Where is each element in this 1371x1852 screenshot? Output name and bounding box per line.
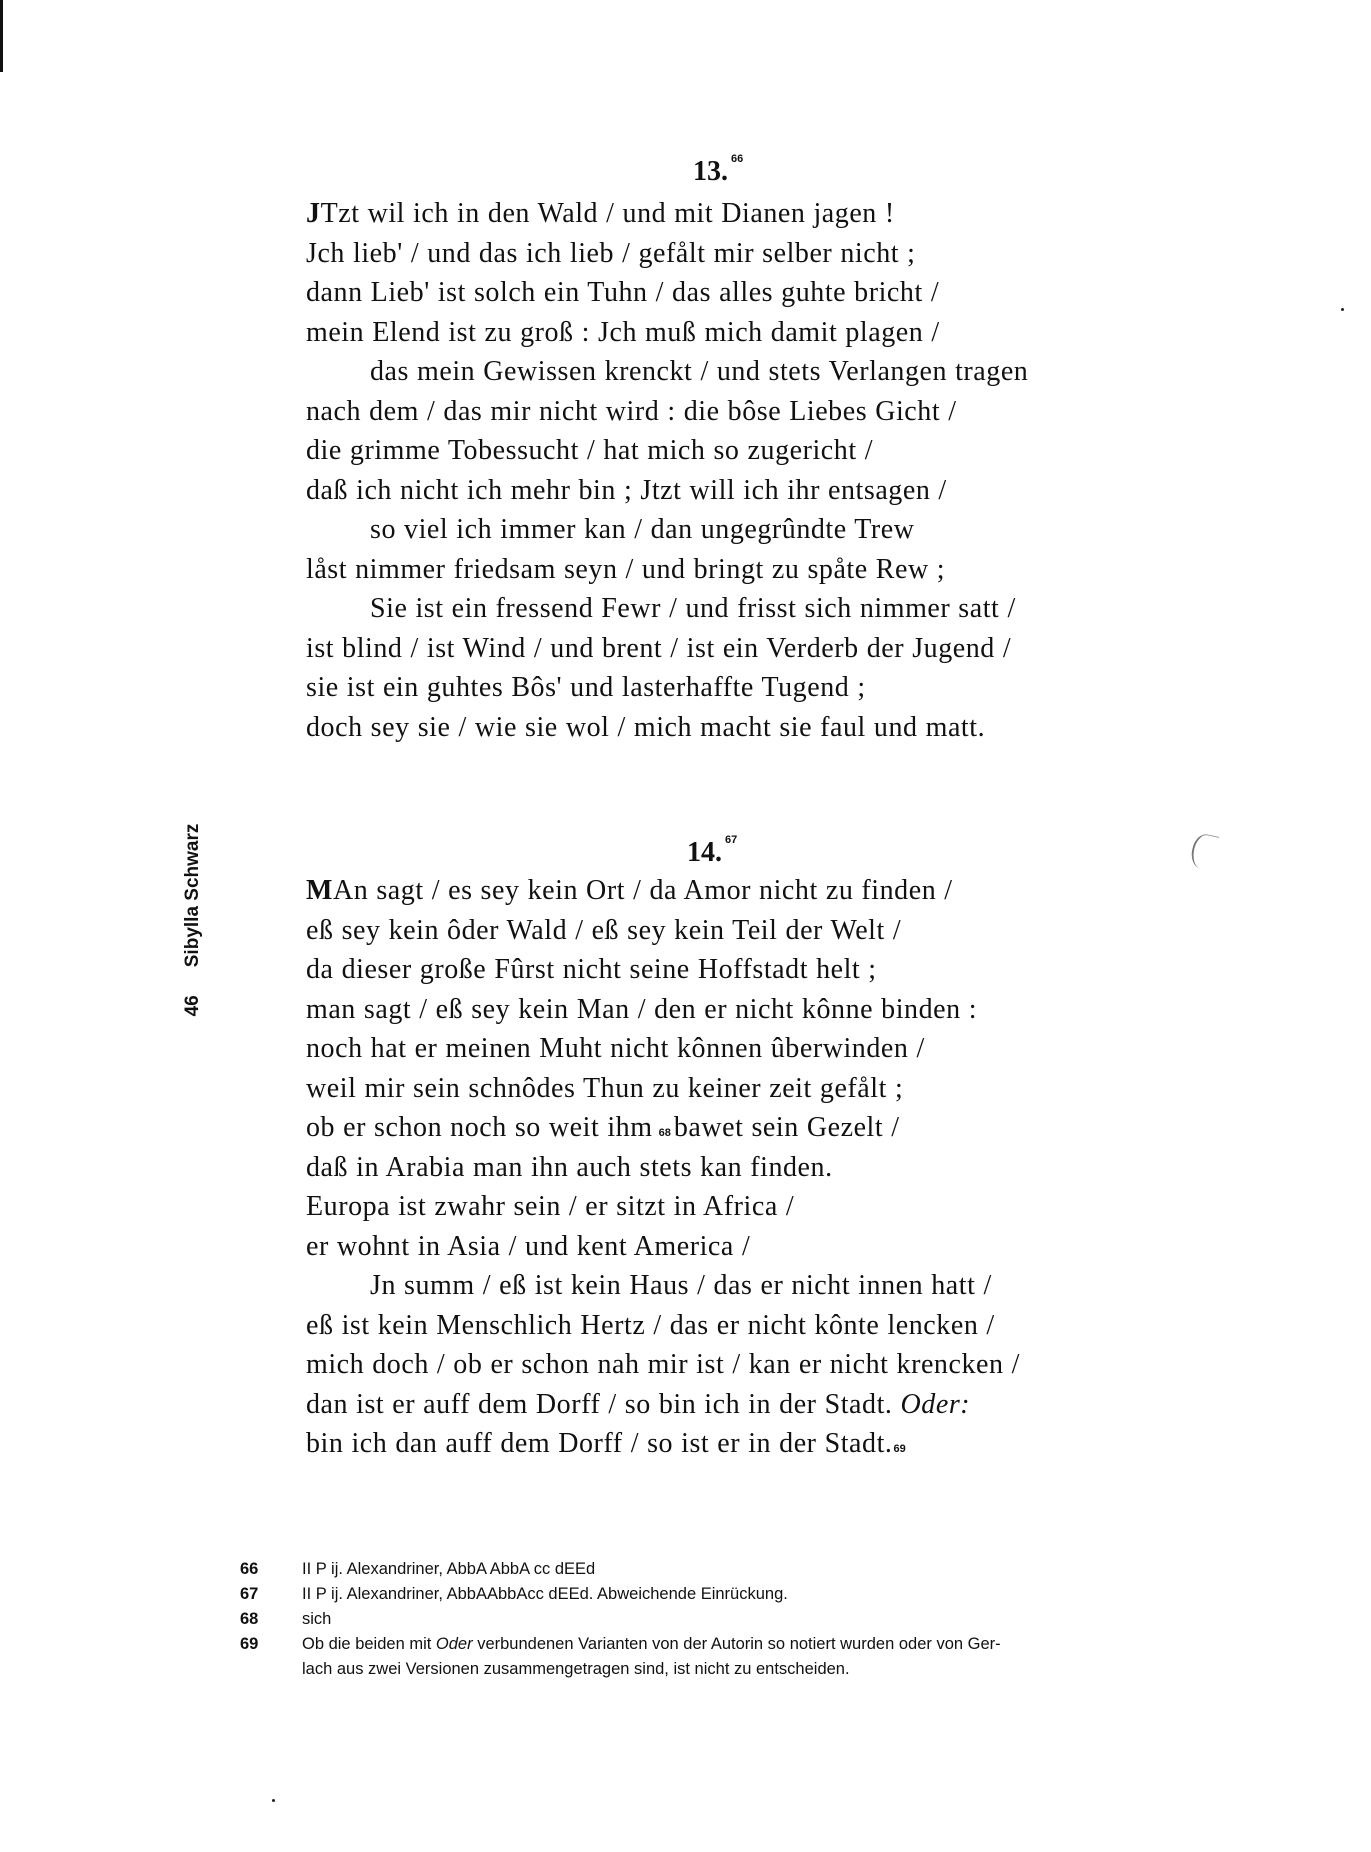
scan-mark xyxy=(1189,832,1220,871)
footnote-number: 69 xyxy=(240,1635,259,1653)
footnote-italic: Oder xyxy=(435,1635,473,1653)
verse-text: Jch lieb' / und das ich lieb / gefålt mir selber nicht ; xyxy=(306,237,916,269)
footnote-text: II P ij. Alexandriner, AbbA AbbA cc dEEd xyxy=(302,1560,596,1578)
footnote-ref: 69 xyxy=(893,1443,906,1455)
verse-text: eß ist kein Menschlich Hertz / das er nicht kônte lencken / xyxy=(306,1309,995,1341)
footnote-ref: 66 xyxy=(731,153,744,165)
verse-line xyxy=(306,1266,1166,1306)
verse-text: so viel ich immer kan / dan ungegrûndte Trew xyxy=(370,514,915,545)
verse-text: weil mir sein schnôdes Thun zu keiner zeit gefålt ; xyxy=(306,1072,904,1104)
footnote-number: 66 xyxy=(240,1560,259,1578)
verse-line xyxy=(306,550,1166,590)
scan-edge-line xyxy=(0,0,3,72)
page-number: 46 xyxy=(182,995,203,1017)
footnote xyxy=(240,1632,1200,1682)
verse-line xyxy=(306,352,1166,392)
verse-line xyxy=(306,1029,1166,1069)
verse-text: die grimme Tobessucht / hat mich so zugericht / xyxy=(306,435,874,466)
verse-initial: J xyxy=(306,198,321,229)
verse-line xyxy=(306,1227,1166,1267)
verse-text: ob er schon noch so weit ihm xyxy=(306,1112,653,1143)
verse-italic-note: Oder: xyxy=(900,1388,971,1420)
verse-line xyxy=(306,708,1166,748)
verse-text: dan ist er auff dem Dorff / so bin ich in der Stadt. xyxy=(306,1388,893,1420)
verse-text: sie ist ein guhtes Bôs' und lasterhaffte Tugend ; xyxy=(306,672,866,703)
verse-text: dann Lieb' ist solch ein Tuhn / das alles guhte bricht / xyxy=(306,277,940,308)
scan-speck xyxy=(272,1799,275,1802)
footnote-text-part: lach aus zwei Versionen zusammengetragen sind, ist nicht zu entscheiden. xyxy=(302,1660,850,1678)
footnote-text-part: verbundenen Varianten von der Autorin so notiert wurden oder von Ger- xyxy=(477,1635,1001,1653)
verse-text: Jn summ / eß ist kein Haus / das er nicht innen hatt / xyxy=(370,1270,992,1301)
verse-text: bawet sein Gezelt / xyxy=(673,1112,900,1143)
verse-text: er wohnt in Asia / und kent America / xyxy=(306,1230,751,1262)
footnote xyxy=(240,1582,1200,1607)
verse-line xyxy=(306,431,1166,471)
footnote-text: II P ij. Alexandriner, AbbAAbbAcc dEEd. Abweichende Einrückung. xyxy=(302,1585,788,1603)
verse-text: nach dem / das mir nicht wird : die bôse Liebes Gicht / xyxy=(306,395,957,427)
footnote xyxy=(240,1557,1200,1582)
footnote-number: 67 xyxy=(240,1585,259,1603)
footnote-ref: 68 xyxy=(658,1127,671,1139)
verse-line xyxy=(306,1385,1166,1425)
verse-line xyxy=(306,1187,1166,1227)
verse-text: noch hat er meinen Muht nicht kônnen ûberwinden / xyxy=(306,1033,925,1064)
verse-text: doch sey sie / wie sie wol / mich macht sie faul und matt. xyxy=(306,711,986,743)
footnote xyxy=(240,1607,1200,1632)
verse-line xyxy=(306,510,1166,550)
poem-body xyxy=(306,194,1166,747)
running-head-author: Sibylla Schwarz xyxy=(182,823,203,968)
verse-text: man sagt / eß sey kein Man / den er nicht kônne binden : xyxy=(306,993,978,1025)
footnotes xyxy=(240,1557,1200,1682)
verse-line xyxy=(306,194,1166,234)
verse-text: eß sey kein ôder Wald / eß sey kein Teil der Welt / xyxy=(306,914,902,946)
poem-number: 14. xyxy=(687,837,722,868)
verse-text: daß in Arabia man ihn auch stets kan finden. xyxy=(306,1151,833,1183)
running-head xyxy=(182,824,204,1017)
verse-initial: M xyxy=(306,875,333,906)
verse-text: Europa ist zwahr sein / er sitzt in Africa / xyxy=(306,1191,795,1222)
verse-text: mein Elend ist zu groß : Jch muß mich damit plagen / xyxy=(306,316,940,348)
verse-line xyxy=(306,1306,1166,1346)
verse-text: mich doch / ob er schon nah mir ist / kan er nicht krencken / xyxy=(306,1349,1020,1380)
verse-line xyxy=(306,589,1166,629)
scan-speck xyxy=(1341,308,1344,311)
verse-text: ist blind / ist Wind / und brent / ist ein Verderb der Jugend / xyxy=(306,632,1012,664)
verse-text: Sie ist ein fressend Fewr / und frisst sich nimmer satt / xyxy=(370,593,1016,624)
verse-line xyxy=(306,990,1166,1030)
verse-line xyxy=(306,392,1166,432)
verse-line xyxy=(306,1424,1166,1464)
verse-text: bin ich dan auff dem Dorff / so ist er in der Stadt. xyxy=(306,1428,893,1459)
verse-text: An sagt / es sey kein Ort / da Amor nicht zu finden / xyxy=(332,875,953,906)
footnote-text-part: Ob die beiden mit xyxy=(302,1635,432,1653)
poem-number: 13. xyxy=(693,156,728,187)
poem-body xyxy=(306,871,1166,1464)
verse-line xyxy=(306,629,1166,669)
verse-line xyxy=(306,950,1166,990)
verse-text: das mein Gewissen krenckt / und stets Verlangen tragen xyxy=(370,356,1029,387)
footnote-text: sich xyxy=(302,1610,332,1628)
verse-text: daß ich nicht ich mehr bin ; Jtzt will ich ihr entsagen / xyxy=(306,474,947,506)
verse-text: da dieser große Fûrst nicht seine Hoffstadt helt ; xyxy=(306,954,877,985)
verse-line xyxy=(306,471,1166,511)
footnote-number: 68 xyxy=(240,1610,259,1628)
verse-line xyxy=(306,273,1166,313)
verse-line xyxy=(306,234,1166,274)
verse-text: låst nimmer friedsam seyn / und bringt zu spåte Rew ; xyxy=(306,553,946,585)
verse-line xyxy=(306,1148,1166,1188)
verse-line xyxy=(306,668,1166,708)
footnote-text xyxy=(302,1632,1200,1682)
verse-line xyxy=(306,871,1166,911)
verse-line xyxy=(306,1345,1166,1385)
verse-line xyxy=(306,1069,1166,1109)
footnote-ref: 67 xyxy=(725,834,738,846)
verse-line xyxy=(306,313,1166,353)
verse-text: Tzt wil ich in den Wald / und mit Dianen jagen ! xyxy=(320,198,895,229)
verse-line xyxy=(306,911,1166,951)
verse-line xyxy=(306,1108,1166,1148)
